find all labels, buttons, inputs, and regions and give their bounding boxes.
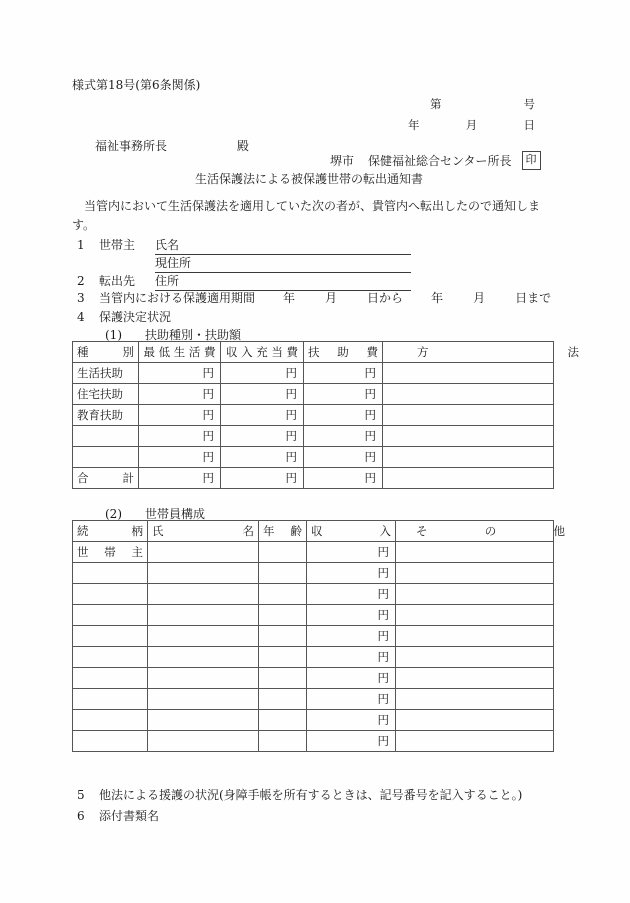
- currency-label: 円: [285, 471, 297, 485]
- header-income-right: 入: [379, 524, 391, 538]
- addressee-row: [95, 137, 249, 154]
- member-other-cell[interactable]: [396, 710, 554, 731]
- member-other-cell[interactable]: [396, 584, 554, 605]
- item-1-label: 世帯主: [99, 238, 136, 252]
- member-income-cell[interactable]: [307, 710, 396, 731]
- issuer-office: 保健福祉総合センター所長: [368, 154, 512, 168]
- addressee-honorific: 殿: [236, 139, 249, 153]
- table-row: [73, 426, 554, 447]
- header-age-right: 齢: [290, 524, 302, 538]
- member-relation-cell[interactable]: [73, 647, 148, 668]
- member-age-cell[interactable]: [259, 710, 307, 731]
- period-from-day: 日から: [367, 291, 404, 305]
- table-row: [73, 668, 554, 689]
- aid-income-cell[interactable]: [221, 426, 304, 447]
- member-relation-cell[interactable]: [73, 668, 148, 689]
- member-name-cell[interactable]: [148, 647, 259, 668]
- member-age-cell[interactable]: [259, 542, 307, 563]
- aid-method-cell[interactable]: [383, 363, 554, 384]
- member-age-cell[interactable]: [259, 731, 307, 752]
- header-min-living-cost-text: 最 低 生 活 費: [143, 345, 216, 359]
- aid-total-min-cost-cell[interactable]: [139, 468, 221, 489]
- item-5-number: 5: [77, 788, 85, 802]
- currency-label: 円: [202, 366, 214, 380]
- currency-label: 円: [202, 450, 214, 464]
- item-1-name-input[interactable]: [179, 239, 411, 255]
- member-income-cell[interactable]: [307, 605, 396, 626]
- householder-right: 主: [131, 545, 143, 559]
- household-member-table: [72, 520, 565, 752]
- table-row: [73, 731, 554, 752]
- table-row: [73, 384, 554, 405]
- currency-label: 円: [202, 471, 214, 485]
- table-total-row: [73, 468, 554, 489]
- member-name-cell[interactable]: [148, 668, 259, 689]
- member-income-cell[interactable]: [307, 563, 396, 584]
- period-from-month: 月: [325, 291, 338, 305]
- item-5-label: 他法による援護の状況(身障手帳を所有するときは、記号番号を記入すること。): [99, 788, 523, 802]
- currency-label: 円: [202, 429, 214, 443]
- member-age-cell[interactable]: [259, 647, 307, 668]
- aid-kind-cell[interactable]: [73, 447, 139, 468]
- currency-label: 円: [377, 650, 389, 664]
- item-4-decision-status: [77, 308, 171, 325]
- member-name-cell[interactable]: [148, 689, 259, 710]
- item-1-number: 1: [77, 238, 85, 252]
- currency-label: 円: [377, 692, 389, 706]
- member-age-cell[interactable]: [259, 563, 307, 584]
- header-income: [307, 521, 396, 542]
- member-income-cell[interactable]: [307, 542, 396, 563]
- aid-min-cost-cell[interactable]: [139, 384, 221, 405]
- member-relation-cell: [73, 542, 148, 563]
- aid-method-cell[interactable]: [383, 384, 554, 405]
- aid-kind-cell: 教育扶助: [73, 405, 139, 426]
- aid-amount-cell[interactable]: [304, 405, 383, 426]
- member-name-cell[interactable]: [148, 605, 259, 626]
- currency-label: 円: [377, 608, 389, 622]
- aid-total-label-cell: [73, 468, 139, 489]
- item-4-label: 保護決定状況: [99, 310, 172, 324]
- currency-label: 円: [285, 387, 297, 401]
- aid-total-amount-cell[interactable]: [304, 468, 383, 489]
- item-6-attachments: [77, 807, 159, 824]
- header-other: [396, 521, 565, 542]
- subsection-1-number: (1): [105, 328, 122, 342]
- aid-kind-cell: 生活扶助: [73, 363, 139, 384]
- date-year-label: 年: [408, 118, 420, 132]
- member-other-cell[interactable]: [396, 626, 554, 647]
- member-relation-cell[interactable]: [73, 626, 148, 647]
- document-number-prefix: 第: [430, 97, 442, 111]
- aid-income-cell[interactable]: [221, 447, 304, 468]
- seal-stamp-box: 印: [522, 151, 541, 170]
- header-method-left: 方: [417, 345, 429, 359]
- member-income-cell[interactable]: [307, 584, 396, 605]
- member-age-cell[interactable]: [259, 605, 307, 626]
- currency-label: 円: [285, 366, 297, 380]
- member-age-cell[interactable]: [259, 584, 307, 605]
- header-method: [383, 342, 579, 363]
- header-min-living-cost: [139, 342, 221, 363]
- date-day-label: 日: [523, 118, 535, 132]
- table-row: [73, 563, 554, 584]
- header-name-left: 氏: [152, 524, 164, 538]
- currency-label: 円: [364, 450, 376, 464]
- member-relation-cell[interactable]: [73, 710, 148, 731]
- currency-label: 円: [364, 387, 376, 401]
- period-from-year: 年: [283, 291, 296, 305]
- aid-min-cost-cell[interactable]: [139, 426, 221, 447]
- currency-label: 円: [377, 587, 389, 601]
- header-aid-cost: [304, 342, 383, 363]
- document-date-row: [408, 117, 535, 133]
- currency-label: 円: [364, 408, 376, 422]
- table-row: [73, 626, 554, 647]
- header-kind: [73, 342, 139, 363]
- table-row: [73, 710, 554, 731]
- item-6-number: 6: [77, 809, 85, 823]
- period-to-month: 月: [473, 291, 486, 305]
- currency-label: 円: [364, 471, 376, 485]
- member-other-cell[interactable]: [396, 689, 554, 710]
- aid-method-cell[interactable]: [383, 447, 554, 468]
- subsection-2-number: (2): [105, 507, 122, 521]
- member-other-cell[interactable]: [396, 605, 554, 626]
- member-relation-cell[interactable]: [73, 584, 148, 605]
- aid-amount-cell[interactable]: [304, 426, 383, 447]
- currency-label: 円: [377, 734, 389, 748]
- member-relation-cell[interactable]: [73, 605, 148, 626]
- householder-left: 世: [77, 545, 89, 559]
- currency-label: 円: [377, 713, 389, 727]
- header-relation: [73, 521, 148, 542]
- table-row: [73, 405, 554, 426]
- member-name-cell[interactable]: [148, 584, 259, 605]
- currency-label: 円: [285, 429, 297, 443]
- header-other-mid: の: [484, 524, 497, 538]
- member-other-cell[interactable]: [396, 647, 554, 668]
- item-1-name-label: 氏名: [155, 236, 179, 255]
- aid-income-cell[interactable]: [221, 405, 304, 426]
- aid-amount-cell[interactable]: [304, 384, 383, 405]
- item-3-label: 当管内における保護適用期間: [99, 291, 256, 305]
- table-row: [73, 447, 554, 468]
- currency-label: 円: [202, 408, 214, 422]
- member-name-cell[interactable]: [148, 542, 259, 563]
- issuer-city: 堺市: [330, 154, 355, 168]
- currency-label: 円: [377, 566, 389, 580]
- header-age: [259, 521, 307, 542]
- member-income-cell[interactable]: [307, 647, 396, 668]
- member-relation-cell[interactable]: [73, 731, 148, 752]
- intro-paragraph: 当管内において生活保護法を適用していた次の者が、貴管内へ転出したので通知します。: [72, 199, 541, 232]
- header-relation-left: 続: [77, 524, 89, 538]
- member-relation-cell[interactable]: [73, 563, 148, 584]
- member-age-cell[interactable]: [259, 689, 307, 710]
- addressee-label: 福祉事務所長: [95, 139, 168, 153]
- member-name-cell[interactable]: [148, 710, 259, 731]
- header-name-right: 名: [242, 524, 254, 538]
- item-1-address-input[interactable]: [191, 257, 411, 273]
- header-aid-cost-left: 扶: [308, 345, 320, 359]
- member-other-cell[interactable]: [396, 542, 554, 563]
- aid-method-cell[interactable]: [383, 426, 554, 447]
- subsection-2-label: 世帯員構成: [145, 507, 206, 521]
- member-other-cell[interactable]: [396, 668, 554, 689]
- header-name: [148, 521, 259, 542]
- item-6-label: 添付書類名: [99, 809, 160, 823]
- currency-label: 円: [285, 450, 297, 464]
- table-row: [73, 605, 554, 626]
- currency-label: 円: [364, 366, 376, 380]
- member-other-cell[interactable]: [396, 731, 554, 752]
- currency-label: 円: [285, 408, 297, 422]
- form-code: 様式第18号(第6条関係): [72, 78, 201, 92]
- item-1-address-row: [155, 254, 411, 273]
- member-relation-cell[interactable]: [73, 689, 148, 710]
- total-label-left: 合: [77, 471, 89, 485]
- aid-amount-cell[interactable]: [304, 447, 383, 468]
- member-age-cell[interactable]: [259, 626, 307, 647]
- item-1-householder: [77, 236, 411, 255]
- aid-total-method-cell[interactable]: [383, 468, 554, 489]
- header-aid-cost-right: 費: [366, 345, 378, 359]
- member-income-cell[interactable]: [307, 668, 396, 689]
- header-age-left: 年: [263, 524, 275, 538]
- householder-mid: 帯: [104, 545, 116, 559]
- aid-amount-cell[interactable]: [304, 363, 383, 384]
- header-income-left: 収: [311, 524, 323, 538]
- subsection-1-label: 扶助種別・扶助額: [145, 328, 242, 342]
- member-income-cell[interactable]: [307, 689, 396, 710]
- header-relation-right: 柄: [131, 524, 143, 538]
- table-row: [73, 363, 554, 384]
- document-title: 生活保護法による被保護世帯の転出通知書: [195, 172, 424, 186]
- member-name-cell[interactable]: [148, 731, 259, 752]
- member-income-cell[interactable]: [307, 731, 396, 752]
- item-2-number: 2: [77, 274, 85, 288]
- aid-min-cost-cell[interactable]: [139, 447, 221, 468]
- currency-label: 円: [202, 387, 214, 401]
- table-row: [73, 584, 554, 605]
- table-header-row: [73, 342, 554, 363]
- item-1-address-label: 現住所: [155, 254, 191, 273]
- header-other-left: そ: [416, 524, 428, 538]
- table-row: [73, 542, 554, 563]
- member-name-cell[interactable]: [148, 563, 259, 584]
- member-name-cell[interactable]: [148, 626, 259, 647]
- period-to-year: 年: [431, 291, 444, 305]
- aid-amount-table: [72, 341, 579, 489]
- aid-income-cell[interactable]: [221, 384, 304, 405]
- member-age-cell[interactable]: [259, 668, 307, 689]
- total-label-right: 計: [122, 471, 134, 485]
- item-3-number: 3: [77, 291, 85, 305]
- currency-label: 円: [377, 671, 389, 685]
- header-aid-cost-mid: 助: [337, 345, 349, 359]
- table-header-row: [73, 521, 554, 542]
- date-month-label: 月: [465, 118, 478, 132]
- header-other-right: 他: [553, 524, 565, 538]
- header-kind-left: 種: [77, 345, 89, 359]
- currency-label: 円: [364, 429, 376, 443]
- table-row: [73, 647, 554, 668]
- document-number-row: [430, 96, 535, 112]
- aid-kind-cell[interactable]: [73, 426, 139, 447]
- aid-total-income-cell[interactable]: [221, 468, 304, 489]
- currency-label: 円: [377, 545, 389, 559]
- aid-income-cell[interactable]: [221, 363, 304, 384]
- document-number-suffix: 号: [523, 97, 535, 111]
- member-income-cell[interactable]: [307, 626, 396, 647]
- currency-label: 円: [377, 629, 389, 643]
- aid-min-cost-cell[interactable]: [139, 363, 221, 384]
- aid-method-cell[interactable]: [383, 405, 554, 426]
- header-income-allocation-text: 収 入 充 当 費: [225, 345, 299, 359]
- header-income-allocation: [221, 342, 304, 363]
- header-method-right: 法: [567, 345, 579, 359]
- issuer-row: [330, 151, 541, 170]
- member-other-cell[interactable]: [396, 563, 554, 584]
- aid-kind-cell: 住宅扶助: [73, 384, 139, 405]
- item-2-address-label: 住所: [155, 272, 179, 291]
- header-kind-right: 別: [122, 345, 134, 359]
- period-to-day: 日まで: [515, 291, 552, 305]
- item-3-period: [77, 289, 551, 306]
- aid-min-cost-cell[interactable]: [139, 405, 221, 426]
- item-4-number: 4: [77, 310, 85, 324]
- item-2-label: 転出先: [99, 274, 136, 288]
- item-5-other-law-support: [77, 786, 522, 803]
- table-row: [73, 689, 554, 710]
